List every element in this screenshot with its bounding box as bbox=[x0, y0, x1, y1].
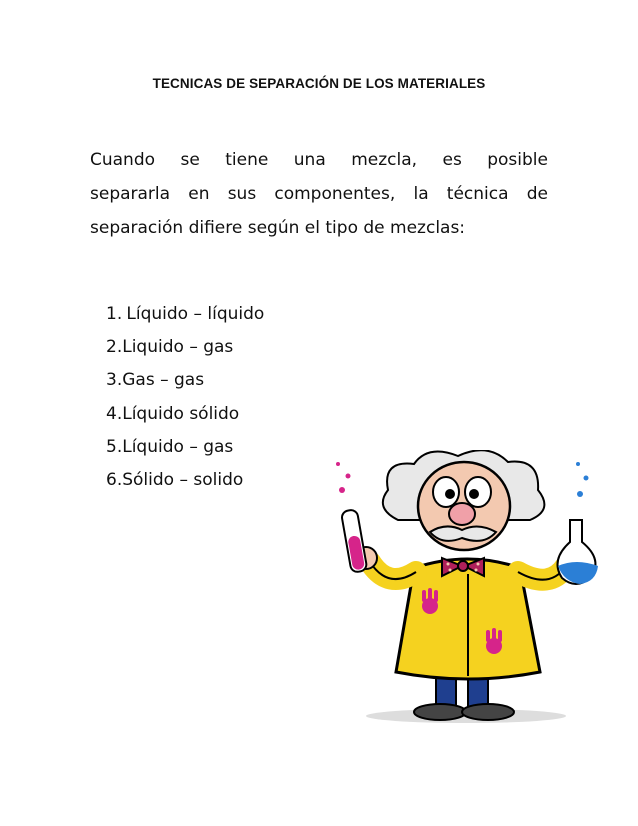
list-item-number: 3. bbox=[106, 370, 123, 391]
list-item bbox=[106, 464, 264, 497]
intro-line: separarla en sus componentes, la técnica de bbox=[90, 184, 548, 204]
list-item bbox=[106, 431, 264, 464]
separation-techniques-list bbox=[106, 298, 264, 497]
list-item-number: 1. bbox=[106, 304, 123, 324]
list-item-text: Gas – gas bbox=[122, 370, 205, 391]
intro-line: Cuando se tiene una mezcla, es posible bbox=[90, 150, 548, 170]
list-item-number: 5. bbox=[106, 436, 123, 457]
intro-paragraph bbox=[90, 143, 548, 245]
list-item bbox=[106, 331, 264, 364]
scientist-illustration-icon bbox=[318, 450, 608, 726]
page-title: TECNICAS DE SEPARACIÓN DE LOS MATERIALES bbox=[152, 76, 486, 91]
list-item bbox=[106, 298, 264, 331]
list-item-number: 6. bbox=[106, 470, 123, 491]
list-item-number: 4. bbox=[106, 403, 123, 424]
list-item-number: 2. bbox=[106, 337, 123, 358]
list-item bbox=[106, 398, 264, 431]
list-item-text: Sólido – solido bbox=[122, 470, 244, 491]
list-item-text: Líquido – gas bbox=[122, 436, 234, 457]
list-item-text: Liquido – gas bbox=[122, 337, 234, 358]
intro-line: separación difiere según el tipo de mezclas: bbox=[90, 218, 466, 238]
list-item-text: Líquido sólido bbox=[122, 403, 240, 424]
list-item bbox=[106, 364, 264, 397]
list-item-text: Líquido – líquido bbox=[126, 304, 265, 324]
